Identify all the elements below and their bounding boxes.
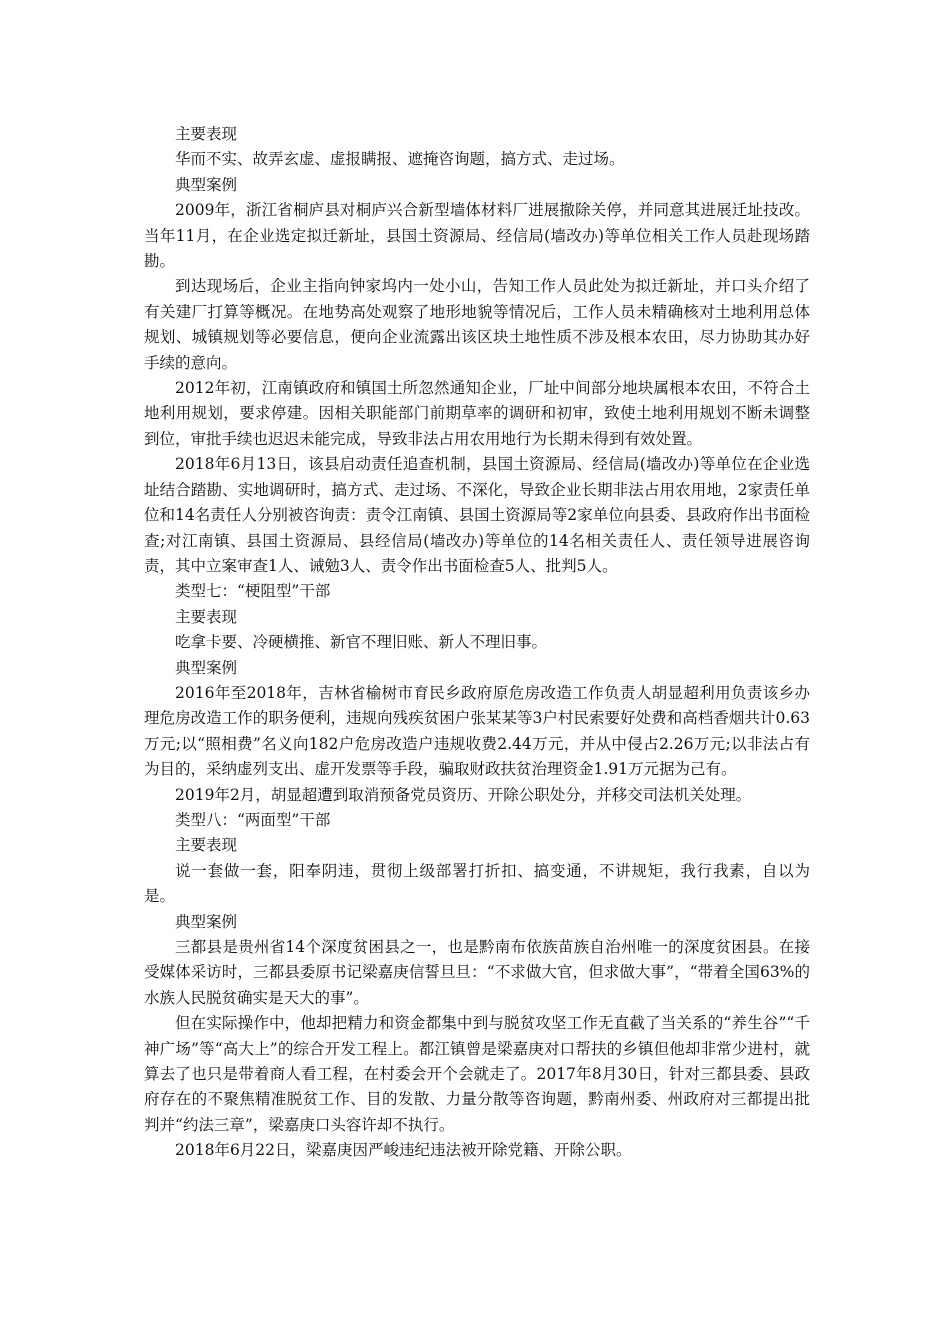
paragraph: 华而不实、故弄玄虚、虚报瞒报、遮掩咨询题，搞方式、走过场。 [175, 150, 625, 169]
paragraph: 吃拿卡要、冷硬横推、新官不理旧账、新人不理旧事。 [175, 633, 548, 652]
paragraph: 2016年至2018年，吉林省榆树市育民乡政府原危房改造工作负责人胡显超利用负责该乡办理危房改造工作的职务便利，违规向残疾贫困户张某某等3户村民索要好处费和高档香烟共计0.63万元;以“照相费”名义向182户危房改造户违规收费2.44万元，并从中侵占2.26万元;以非法占有为目的，采纳虚列支出、虚开发票等手段，骗取财政扶贫治理资金1.91万元据为己有。 [144, 683, 810, 779]
heading-main-performance: 主要表现 [175, 607, 238, 626]
heading-typical-case: 典型案例 [175, 175, 238, 194]
paragraph: 2019年2月，胡显超遭到取消预备党员资历、开除公职处分，并移交司法机关处理。 [175, 785, 752, 804]
paragraph: 但在实际操作中，他却把精力和资金都集中到与脱贫攻坚工作无直截了当关系的“养生谷”“千神广场”等“高大上”的综合开发工程上。都江镇曾是梁嘉庚对口帮扶的乡镇但他却非常少进村，就算去了也只是带着商人看工程，在村委会开个会就走了。2017年8月30日，针对三都县委、县政府存在的不聚焦精准脱贫工作、目的发散、力量分散等咨询题，黔南州委、州政府对三都提出批判并“约法三章”，梁嘉庚口头容许却不执行。 [144, 1014, 810, 1134]
paragraph: 2012年初，江南镇政府和镇国土所忽然通知企业，厂址中间部分地块属根本农田，不符合土地利用规划，要求停建。因相关职能部门前期草率的调研和初审，致使土地利用规划不断未调整到位，审批手续也迟迟未能完成，导致非法占用农用地行为长期未得到有效处置。 [144, 379, 810, 448]
paragraph: 2018年6月13日，该县启动责任追查机制，县国土资源局、经信局(墙改办)等单位在企业选址结合踏勘、实地调研时，搞方式、走过场、不深化，导致企业长期非法占用农用地，2家责任单位和14名责任人分别被咨询责：责令江南镇、县国土资源局等2家单位向县委、县政府作出书面检查;对江南镇、县国土资源局、县经信局(墙改办)等单位的14名相关责任人、责任领导进展咨询责，其中立案审查1人、诫勉3人、责令作出书面检查5人、批判5人。 [144, 455, 810, 575]
heading-typical-case: 典型案例 [175, 912, 238, 931]
heading-main-performance: 主要表现 [175, 125, 238, 143]
paragraph: 到达现场后，企业主指向钟家坞内一处小山，告知工作人员此处为拟迁新址，并口头介绍了有关建厂打算等概况。在地势高处观察了地形地貌等情况后，工作人员未精确核对土地利用总体规划、城镇规划等必要信息，便向企业流露出该区块土地性质不涉及根本农田，尽力协助其办好手续的意向。 [144, 277, 810, 372]
heading-type-eight: 类型八：“两面型”干部 [175, 810, 331, 829]
paragraph: 说一套做一套，阳奉阴违，贯彻上级部署打折扣、搞变通，不讲规矩，我行我素，自以为是。 [144, 861, 810, 906]
heading-type-seven: 类型七：“梗阻型”干部 [175, 582, 331, 601]
document-body [144, 122, 810, 1164]
paragraph: 三都县是贵州省14个深度贫困县之一，也是黔南布依族苗族自治州唯一的深度贫困县。在接受媒体采访时，三都县委原书记梁嘉庚信誓旦旦：“不求做大官，但求做大事”，“带着全国63%的水族人民脱贫确实是天大的事”。 [144, 938, 810, 1007]
heading-main-performance: 主要表现 [175, 836, 238, 855]
paragraph: 2009年，浙江省桐庐县对桐庐兴合新型墙体材料厂进展撤除关停，并同意其进展迁址技改。当年11月，在企业选定拟迁新址，县国土资源局、经信局(墙改办)等单位相关工作人员赴现场踏勘。 [144, 201, 810, 271]
heading-typical-case: 典型案例 [175, 658, 238, 677]
paragraph: 2018年6月22日，梁嘉庚因严峻违纪违法被开除党籍、开除公职。 [175, 1141, 632, 1160]
